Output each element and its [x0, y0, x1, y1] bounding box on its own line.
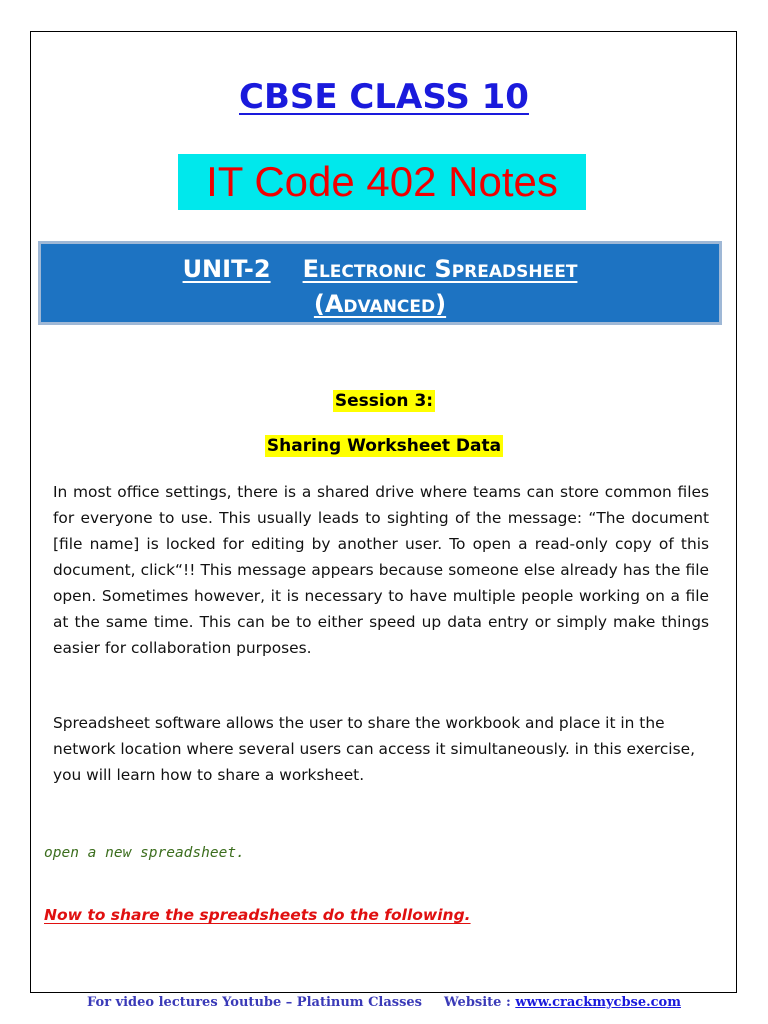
unit-heading-line2 [41, 288, 719, 320]
body-paragraph-1: In most office settings, there is a shared drive where teams can store common files for everyone to use. This usually leads to sighting of the message: “The document [file name] is locked for editing by another user. To open a read-only copy of this document, click“!! This message appears because someone else already has the file open. Sometimes however, it is necessary to have multiple people working on a file at the same time. This can be to either speed up data entry or simply make things easier for collaboration purposes. [53, 483, 709, 657]
main-title: IT Code 402 Notes [178, 154, 586, 210]
footer-website-link[interactable]: www.crackmycbse.com [515, 995, 681, 1010]
unit-number: UNIT-2 [182, 255, 271, 283]
unit-title-line1: Electronic Spreadsheet [302, 255, 578, 283]
class-title-text: CBSE CLASS 10 [239, 77, 529, 117]
session-label: Session 3: [334, 391, 434, 411]
instruction-heading: Now to share the spreadsheets do the following. [44, 906, 471, 924]
subheading-text: Sharing Worksheet Data [266, 436, 502, 456]
instruction-note: open a new spreadsheet. [44, 845, 245, 861]
footer-website-label: Website : [444, 995, 511, 1010]
section-subheading [0, 436, 768, 456]
class-title [0, 74, 768, 120]
unit-banner [38, 241, 722, 325]
session-heading [0, 391, 768, 411]
unit-title-line2: (Advanced) [313, 290, 447, 318]
footer-video-text: For video lectures Youtube – Platinum Classes [87, 995, 423, 1010]
footer [0, 995, 768, 1010]
unit-heading-line1 [41, 253, 719, 285]
body-paragraph-2: Spreadsheet software allows the user to share the workbook and place it in the network location where several users can access it simultaneously. in this exercise, you will learn how to share a worksheet. [53, 714, 695, 784]
